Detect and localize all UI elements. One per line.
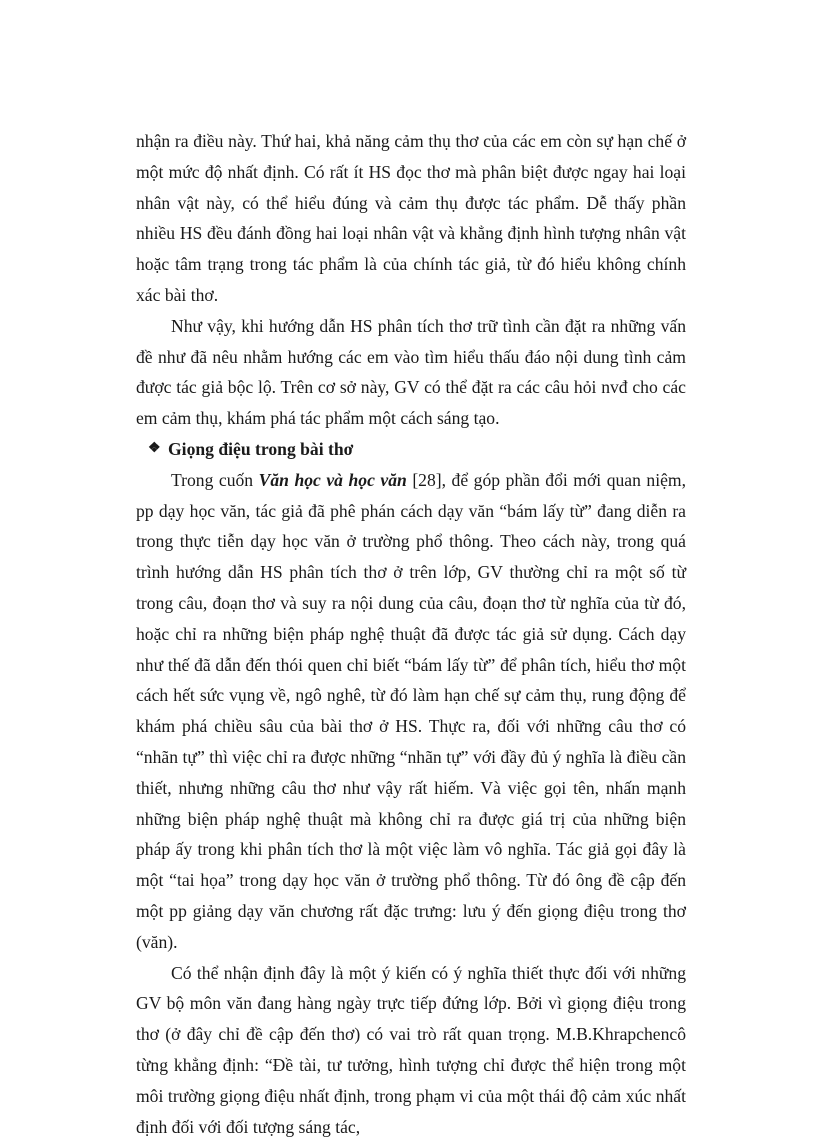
book-title: Văn học và học văn	[258, 469, 407, 490]
paragraph-4: Có thể nhận định đây là một ý kiến có ý nghĩa thiết thực đối với những GV bộ môn văn đang hàng ngày trực tiếp đứng lớp. Bởi vì giọng điệu trong thơ (ở đây chỉ đề cập đến thơ) có vai trò rất quan trọng. M.B.Khrapchencô từng khẳng định: “Đề tài, tư tưởng, hình tượng chỉ được thể hiện trong một môi trường giọng điệu nhất định, trong phạm vi của một thái độ cảm xúc nhất định đối với đối tượng sáng tác,	[136, 962, 686, 1137]
paragraph-3-lead: Trong cuốn	[171, 469, 259, 490]
paragraph-2: Như vậy, khi hướng dẫn HS phân tích thơ trữ tình cần đặt ra những vấn đề như đã nêu nhằm hướng các em vào tìm hiểu thấu đáo nội dung tình cảm được tác giả bộc lộ. Trên cơ sở này, GV có thể đặt ra các câu hỏi nvđ cho các em cảm thụ, khám phá tác phẩm một cách sáng tạo.	[136, 315, 686, 429]
paragraph-3-body: [28], để góp phần đổi mới quan niệm, pp dạy học văn, tác giả đã phê phán cách dạy văn “bám lấy từ” đang diễn ra trong thực tiễn dạy học văn ở trường phổ thông. Theo cách này, trong quá trình hướng dẫn HS phân tích thơ ở trên lớp, GV thường chỉ ra một số từ trong câu, đoạn thơ và suy ra nội dung của câu, đoạn thơ từ nghĩa của từ đó, hoặc chỉ ra những biện pháp nghệ thuật đã được tác giả sử dụng. Cách dạy như thế đã dẫn đến thói quen chỉ biết “bám lấy từ” để phân tích, hiểu thơ một cách hết sức vụng về, ngô nghê, từ đó làm hạn chế sự cảm thụ, rung động để khám phá chiều sâu của bài thơ ở HS. Thực ra, đối với những câu thơ có “nhãn tự” thì việc chỉ ra được những “nhãn tự” với đầy đủ ý nghĩa là điều cần thiết, nhưng những câu thơ như vậy rất hiếm. Và việc gọi tên, nhấn mạnh những biện pháp nghệ thuật mà không chỉ ra được giá trị của những biện pháp ấy trong khi phân tích thơ là một việc làm vô nghĩa. Tác giả gọi đây là một “tai họa” trong dạy học văn ở trường phổ thông. Từ đó ông đề cập đến một pp giảng dạy văn chương rất đặc trưng: lưu ý đến giọng điệu trong thơ (văn).	[136, 469, 686, 952]
diamond-bullet-icon: ❖	[148, 440, 161, 456]
page-body	[136, 126, 686, 1142]
section-heading-text: Giọng điệu trong bài thơ	[168, 438, 354, 459]
paragraph-1: nhận ra điều này. Thứ hai, khả năng cảm thụ thơ của các em còn sự hạn chế ở một mức độ nhất định. Có rất ít HS đọc thơ mà phân biệt được ngay hai loại nhân vật này, có thể hiểu đúng và cảm thụ được tác phẩm. Dễ thấy phần nhiều HS đều đánh đồng hai loại nhân vật và khẳng định hình tượng nhân vật hoặc tâm trạng trong tác phẩm là của chính tác giả, từ đó hiểu không chính xác bài thơ.	[136, 131, 686, 305]
paragraph-3	[136, 465, 686, 958]
section-heading	[136, 434, 686, 465]
